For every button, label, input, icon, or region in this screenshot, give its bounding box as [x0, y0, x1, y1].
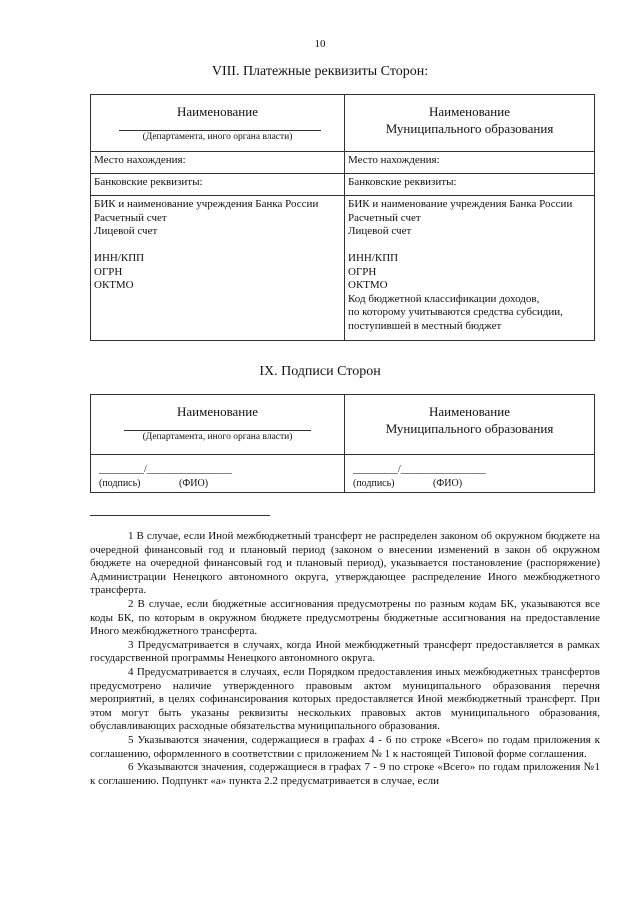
right-signature-labels [353, 477, 591, 491]
detail-line: ОКТМО [94, 279, 134, 291]
signatures-table [90, 394, 595, 493]
detail-line: по которому учитываются средства субсидии, [348, 306, 563, 318]
left-signature-cell [91, 455, 345, 493]
right-party-name-label: Наименование [429, 104, 510, 119]
detail-line: ИНН/КПП [94, 252, 145, 264]
detail-line: ИНН/КПП [348, 252, 399, 264]
left-party-header-cell [91, 95, 345, 152]
detail-line: ОГРН [94, 265, 123, 278]
detail-line: поступившей в местный бюджет [348, 319, 502, 332]
left-bank-label: Банковские реквизиты: [91, 174, 345, 196]
right-signature-line: _________/_________________ [353, 464, 486, 475]
right-signature-name-label: Наименование [429, 404, 510, 419]
right-signature-name-label-2: Муниципального образования [385, 421, 554, 436]
right-location-label: Место нахождения: [345, 152, 595, 174]
detail-line: ОГРН [348, 265, 377, 278]
page-number: 10 [314, 38, 326, 50]
footnote-3: 3 Предусматривается в случаях, когда Иной межбюджетный трансферт предоставляется в рамках государственной программы Ненецкого автономного округа. [90, 638, 600, 665]
footnotes [90, 530, 600, 788]
detail-line: Лицевой счет [94, 225, 158, 237]
right-party-name-label-2: Муниципального образования [385, 121, 554, 136]
right-signature-cell [345, 455, 595, 493]
footnote-6: 6 Указываются значения, содержащиеся в графах 7 - 9 по строке «Всего» по годам приложения №1 к соглашению. Подпункт «а» пункта 2.2 предусматривается в случае, если [90, 761, 600, 787]
right-signature-header-cell [345, 395, 595, 455]
left-location-label: Место нахождения: [91, 152, 345, 174]
footnote-4: 4 Предусматривается в случаях, если Порядком предоставления иных межбюджетных трансфертов предусмотрено наличие утвержденного правовым актом муниципального образования перечня мероприятий, в целях софинансирования которых предоставляется Иной межбюджетный трансферт. При этом могут быть указаны реквизиты нескольких правовых актов муниципального образования, обуславливающих расходные обязательства муниципального образования. [90, 665, 600, 733]
section9-title: IX. Подписи Сторон [259, 364, 381, 379]
left-signature-header-cell [91, 395, 345, 455]
footnote-5: 5 Указываются значения, содержащиеся в графах 4 - 6 по строке «Всего» по годам приложения к соглашению, оформленного в соответствии с приложением № 1 к настоящей Типовой форме соглашения. [90, 733, 600, 760]
detail-line: Расчетный счет [94, 211, 167, 224]
right-party-header-cell [345, 95, 595, 152]
footnote-1: 1 В случае, если Иной межбюджетный трансферт не распределен законом об окружном бюджете на очередной финансовый год и плановый период (законом о внесении изменений в закон об окружном бюджете на очередной финансовый год и плановый период), указывается постановление (распоряжение) Администрации Ненецкого автономного округа, утверждающее распределение Иного межбюджетного трансферта. [90, 530, 600, 597]
sign-label: (подпись) [353, 477, 395, 489]
right-bank-label: Банковские реквизиты: [345, 174, 595, 196]
detail-line: Лицевой счет [348, 225, 412, 237]
left-bank-details [91, 196, 345, 341]
left-signature-labels [99, 477, 341, 491]
left-party-caption: (Департамента, иного органа власти) [142, 132, 293, 142]
payment-details-table [90, 94, 595, 341]
detail-line: БИК и наименование учреждения Банка России [94, 198, 319, 210]
footnote-separator [90, 515, 270, 516]
left-signature-caption: (Департамента, иного органа власти) [142, 432, 293, 442]
footnote-2: 2 В случае, если бюджетные ассигнования предусмотрены по разным кодам БК, указываются все коды БК, по которым в окружном бюджете предусмотрены бюджетные ассигнования на предоставление Иного межбюджетного трансферта. [90, 597, 600, 638]
detail-line: Код бюджетной классификации доходов, [348, 292, 540, 305]
left-party-name-label: Наименование [177, 104, 258, 119]
left-signature-name-label: Наименование [177, 404, 258, 419]
fio-label: (ФИО) [433, 477, 463, 489]
right-bank-details [345, 196, 595, 341]
sign-label: (подпись) [99, 477, 141, 489]
detail-line: Расчетный счет [348, 211, 421, 224]
fio-label: (ФИО) [179, 477, 209, 489]
section8-title: VIII. Платежные реквизиты Сторон: [211, 64, 429, 79]
left-signature-line: _________/_________________ [99, 464, 232, 475]
detail-line: ОКТМО [348, 279, 388, 291]
detail-line: БИК и наименование учреждения Банка России [348, 198, 573, 210]
